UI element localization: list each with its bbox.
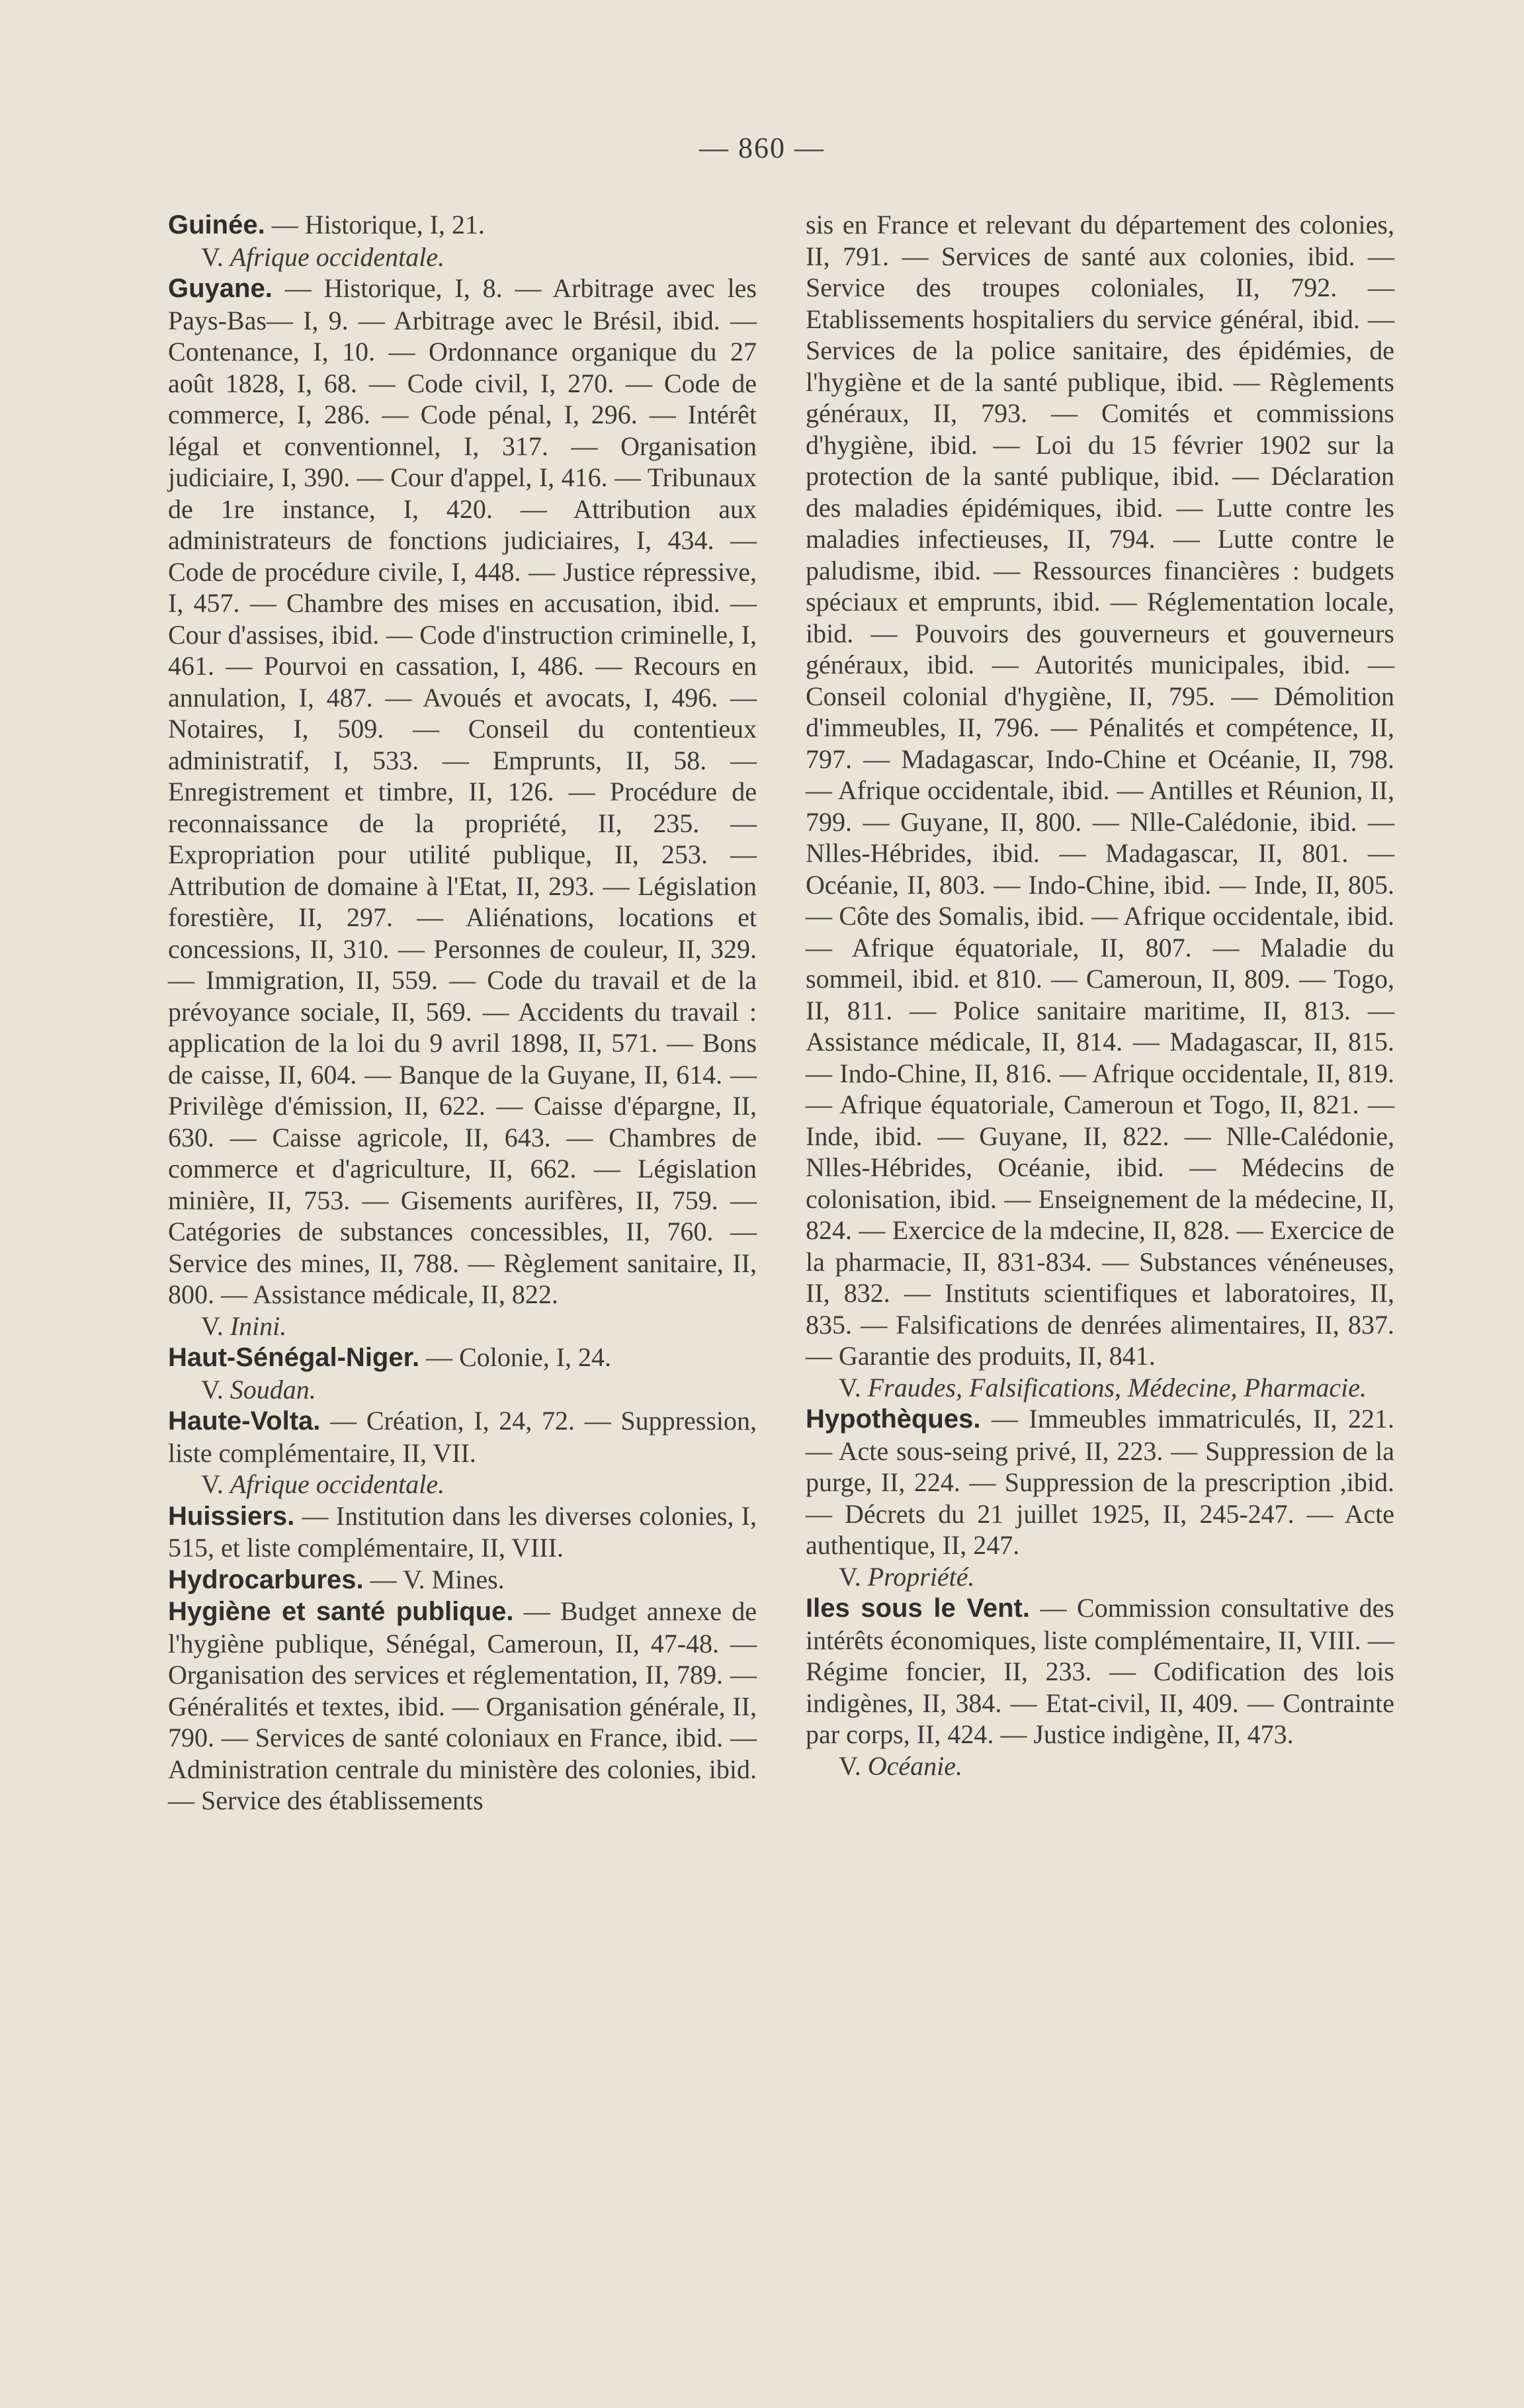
see-also-reference: Inini. [230,1311,287,1341]
see-also [806,1561,1394,1593]
entry-text: — Budget annexe de l'hygiène publique, Sénégal, Cameroun, II, 47-48. — Organisation des services et réglementation, II, 789. — Généralités et textes, ibid. — Organisation générale, II, 790. — Services de santé coloniaux en France, ibid. — Administration centrale du ministère des colonies, ibid. — Service des établissements [168,1596,757,1815]
see-also-label: V. [201,1311,224,1341]
see-also-reference: Afrique occidentale. [230,1469,445,1499]
index-entry-continued [806,209,1394,1372]
index-entry [806,1403,1394,1561]
entry-text: — Historique, I, 21. [265,210,485,239]
entry-text: — V. Mines. [363,1564,505,1594]
see-also [806,1750,1394,1782]
see-also-label: V. [839,1372,861,1402]
entry-heading: Haute-Volta. [168,1406,321,1436]
entry-heading: Hydrocarbures. [168,1565,364,1594]
see-also-label: V. [839,1750,861,1781]
entry-heading: Guinée. [168,210,265,239]
entry-heading: Guyane. [168,274,273,303]
see-also-reference: Soudan. [230,1374,316,1404]
entry-text: — Immeubles immatriculés, II, 221. — Acte sous-seing privé, II, 223. — Suppression de la purge, II, 224. — Suppression de la prescription ,ibid. — Décrets du 21 juillet 1925, II, 245-247. — Acte authentique, II, 247. [806,1404,1394,1560]
page-number: — 860 — [699,132,825,164]
entry-text: — Historique, I, 8. — Arbitrage avec les Pays-Bas— I, 9. — Arbitrage avec le Brésil, ibid. — Contenance, I, 10. — Ordonnance organique du 27 août 1828, I, 68. — Code civil, I, 270. — Code de commerce, I, 286. — Code pénal, I, 296. — Intérêt légal et conventionnel, I, 317. — Organisation judiciaire, I, 390. — Cour d'appel, I, 416. — Tribunaux de 1re instance, I, 420. — Attribution aux administrateurs de fonctions judiciaires, I, 434. — Code de procédure civile, I, 448. — Justice répressive, I, 457. — Chambre des mises en accusation, ibid. — Cour d'assises, ibid. — Code d'instruction criminelle, I, 461. — Pourvoi en cassation, I, 486. — Recours en annulation, I, 487. — Avoués et avocats, I, 496. — Notaires, I, 509. — Conseil du contentieux administratif, I, 533. — Emprunts, II, 58. — Enregistrement et timbre, II, 126. — Procédure de reconnaissance de la propriété, II, 235. — Expropriation pour utilité publique, II, 253. — Attribution de domaine à l'Etat, II, 293. — Législation forestière, II, 297. — Aliénations, locations et concessions, II, 310. — Personnes de couleur, II, 329. — Immigration, II, 559. — Code du travail et de la prévoyance sociale, II, 569. — Accidents du travail : application de la loi du 9 avril 1898, II, 571. — Bons de caisse, II, 604. — Banque de la Guyane, II, 614. — Privilège d'émission, II, 622. — Caisse d'épargne, II, 630. — Caisse agricole, II, 643. — Chambres de commerce et d'agriculture, II, 662. — Législation minière, II, 753. — Gisements aurifères, II, 759. — Catégories de substances concessibles, II, 760. — Service des mines, II, 788. — Règlement sanitaire, II, 800. — Assistance médicale, II, 822. [168,273,757,1309]
entry-heading: Haut-Sénégal-Niger. [168,1343,420,1372]
index-entry [168,209,757,241]
entry-text: — Commission consultative des intérêts économiques, liste complémentaire, II, VIII. — Régime foncier, II, 233. — Codification des lois indigènes, II, 384. — Etat-civil, II, 409. — Contrainte par corps, II, 424. — Justice indigène, II, 473. [806,1593,1394,1749]
entry-text: — Institution dans les diverses colonies, I, 515, et liste complémentaire, II, VIII. [168,1500,757,1563]
entry-heading: Iles sous le Vent. [806,1594,1030,1623]
entry-text: sis en France et relevant du département des colonies, II, 791. — Services de santé aux colonies, ibid. — Service des troupes coloniales, II, 792. — Etablissements hospitaliers du service général, ibid. — Services de la police sanitaire, des épidémies, de l'hygiène et de la santé publique, ibid. — Règlements généraux, II, 793. — Comités et commissions d'hygiène, ibid. — Loi du 15 février 1902 sur la protection de la santé publique, ibid. — Déclaration des maladies épidémiques, ibid. — Lutte contre les maladies infectieuses, II, 794. — Lutte contre le paludisme, ibid. — Ressources financières : budgets spéciaux et emprunts, ibid. — Réglementation locale, ibid. — Pouvoirs des gouverneurs et gouverneurs généraux, ibid. — Autorités municipales, ibid. — Conseil colonial d'hygiène, II, 795. — Démolition d'immeubles, II, 796. — Pénalités et compétence, II, 797. — Madagascar, Indo-Chine et Océanie, II, 798. — Afrique occidentale, ibid. — Antilles et Réunion, II, 799. — Guyane, II, 800. — Nlle-Calédonie, ibid. — Nlles-Hébrides, ibid. — Madagascar, II, 801. — Océanie, II, 803. — Indo-Chine, ibid. — Inde, II, 805. — Côte des Somalis, ibid. — Afrique occidentale, ibid. — Afrique équatoriale, II, 807. — Maladie du sommeil, ibid. et 810. — Cameroun, II, 809. — Togo, II, 811. — Police sanitaire maritime, II, 813. — Assistance médicale, II, 814. — Madagascar, II, 815. — Indo-Chine, II, 816. — Afrique occidentale, II, 819. — Afrique équatoriale, Cameroun et Togo, II, 821. — Inde, ibid. — Guyane, II, 822. — Nlle-Calédonie, Nlles-Hébrides, Océanie, ibid. — Médecins de colonisation, ibid. — Enseignement de la médecine, II, 824. — Exercice de la mdecine, II, 828. — Exercice de la pharmacie, II, 831-834. — Substances vénéneuses, II, 832. — Instituts scientifiques et laboratoires, II, 835. — Falsifications de denrées alimentaires, II, 837. — Garantie des produits, II, 841. [806,210,1394,1371]
entry-text: — Colonie, I, 24. [419,1342,612,1372]
see-also-reference: Afrique occidentale. [230,241,445,272]
index-entry [806,1592,1394,1750]
see-also [806,1372,1394,1404]
index-column-right [806,209,1394,1782]
entry-heading: Hypothèques. [806,1404,981,1434]
index-entry [168,273,757,1311]
index-entry [168,1405,757,1469]
see-also-reference: Propriété. [867,1561,975,1592]
index-entry [168,1342,757,1374]
entry-heading: Huissiers. [168,1501,295,1531]
see-also [168,241,757,273]
see-also [168,1469,757,1500]
index-entry [168,1500,757,1564]
entry-heading: Hygiène et santé publique. [168,1597,514,1626]
see-also-label: V. [201,241,224,272]
see-also-reference: Fraudes, Falsifications, Médecine, Pharmacie. [867,1372,1367,1402]
see-also [168,1374,757,1406]
see-also-label: V. [839,1561,861,1592]
see-also-label: V. [201,1469,224,1499]
index-entry [168,1564,757,1596]
see-also-reference: Océanie. [867,1750,962,1781]
see-also-label: V. [201,1374,224,1404]
index-column-left [168,209,757,1817]
entry-text: — Création, I, 24, 72. — Suppression, liste complémentaire, II, VII. [168,1406,757,1468]
see-also [168,1311,757,1342]
index-entry [168,1596,757,1817]
